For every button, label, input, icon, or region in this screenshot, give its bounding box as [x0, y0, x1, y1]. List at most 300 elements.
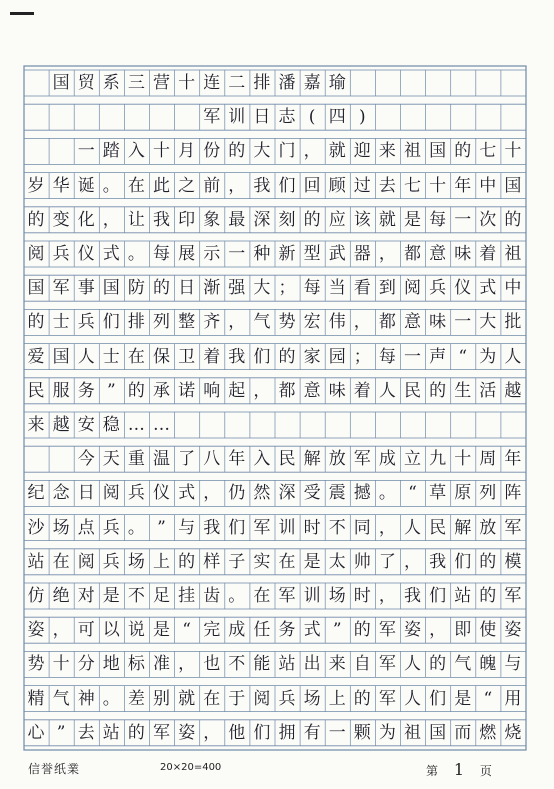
text-char: ， — [378, 586, 396, 606]
text-char: 的 — [429, 380, 447, 401]
text-char: 迎 — [353, 141, 371, 162]
text-char: 此 — [153, 175, 170, 196]
text-char: 上 — [328, 688, 346, 709]
text-char: “ — [182, 620, 191, 641]
text-char: 每 — [378, 346, 396, 367]
text-char: 用 — [504, 688, 522, 709]
text-char: “ — [458, 346, 468, 367]
text-char: 都 — [278, 380, 296, 401]
text-char: 的 — [353, 688, 371, 709]
text-char: 为 — [378, 722, 396, 743]
text-char: 祖 — [404, 722, 421, 743]
text-char: 魄 — [479, 654, 497, 675]
text-char: 安 — [77, 415, 95, 435]
text-char: 的 — [127, 380, 145, 401]
text-char: 四 — [328, 107, 346, 128]
text-char: 兵 — [102, 517, 120, 538]
text-char: 刻 — [278, 209, 296, 230]
text-char: 我 — [228, 346, 246, 367]
text-char: 十 — [429, 175, 447, 196]
text-char: 有 — [303, 722, 321, 743]
text-char: 与 — [178, 517, 196, 538]
text-char: 诞 — [77, 175, 95, 196]
text-char: 就 — [178, 688, 196, 709]
text-char: 军 — [52, 278, 70, 299]
text-char: 不 — [228, 654, 246, 675]
text-char: 原 — [454, 483, 472, 504]
text-char: 时 — [303, 517, 321, 538]
text-char: 民 — [404, 380, 421, 401]
text-char: 了 — [378, 551, 396, 572]
text-char: 我 — [153, 209, 170, 230]
text-char: 一 — [454, 209, 472, 230]
text-char: 场 — [52, 517, 70, 538]
text-char: 该 — [353, 209, 371, 230]
text-char: 以 — [102, 620, 120, 641]
text-char: ” — [56, 722, 66, 743]
text-char: 十 — [454, 449, 472, 470]
text-char: 十 — [153, 141, 170, 162]
text-char: ， — [303, 141, 321, 162]
text-char: 的 — [479, 551, 497, 572]
text-char: 我 — [203, 517, 221, 538]
text-char: 放 — [479, 517, 497, 538]
text-char: 自 — [353, 654, 371, 675]
text-char: 神 — [77, 688, 95, 709]
text-char: 挂 — [178, 586, 196, 606]
text-char: 民 — [429, 517, 447, 538]
text-char: 阵 — [504, 483, 522, 504]
text-char: 在 — [203, 688, 221, 709]
text-char: ( — [308, 107, 316, 128]
text-char: 九 — [429, 449, 447, 470]
text-char: 种 — [253, 244, 271, 264]
text-char: 国 — [504, 175, 522, 196]
text-char: 日 — [253, 107, 271, 128]
text-char: 越 — [504, 380, 522, 401]
text-char: 势 — [278, 312, 296, 333]
text-char: 式 — [479, 278, 497, 299]
text-char: 生 — [454, 380, 472, 401]
text-char: 响 — [203, 380, 221, 401]
text-char: 颗 — [353, 722, 371, 743]
text-char: 。 — [228, 586, 246, 606]
text-char: 军 — [153, 722, 170, 743]
text-char: 家 — [303, 346, 321, 367]
text-char: 每 — [429, 209, 447, 230]
text-char: 齐 — [203, 312, 221, 333]
text-char: 份 — [203, 141, 221, 162]
page-suffix: 页 — [479, 764, 492, 778]
text-char: 齿 — [203, 586, 221, 606]
text-char: 国 — [52, 73, 70, 93]
text-char: ； — [278, 278, 296, 299]
text-char: 周 — [479, 449, 497, 470]
text-char: 然 — [253, 483, 271, 504]
text-char: 意 — [404, 312, 421, 333]
text-char: 完 — [203, 620, 221, 641]
text-char: 他 — [228, 722, 246, 743]
text-char: 也 — [203, 654, 221, 675]
text-char: 示 — [203, 244, 221, 264]
text-char: 训 — [303, 586, 321, 606]
grid-frame — [24, 66, 526, 750]
text-char: ， — [253, 380, 271, 401]
text-char: 的 — [429, 654, 447, 675]
text-char: ， — [52, 620, 70, 641]
text-char: 帅 — [353, 551, 371, 572]
text-char: 分 — [77, 654, 95, 675]
text-char: 人 — [504, 346, 522, 367]
text-char: 一 — [454, 312, 472, 333]
text-char: 十 — [178, 73, 196, 93]
text-char: 样 — [203, 551, 221, 572]
text-char: 味 — [429, 312, 447, 333]
text-char: 就 — [328, 141, 346, 162]
text-char: 在 — [278, 551, 296, 572]
text-char: 去 — [77, 722, 95, 743]
text-char: 而 — [454, 722, 472, 743]
text-char: 次 — [479, 209, 497, 230]
text-char: 最 — [228, 209, 246, 230]
text-char: 应 — [328, 209, 346, 230]
text-char: 们 — [429, 586, 447, 606]
text-char: ) — [358, 107, 366, 128]
text-char: 们 — [102, 312, 120, 333]
text-char: 是 — [404, 209, 421, 230]
text-char: ， — [228, 175, 246, 196]
text-char: 实 — [253, 551, 271, 572]
text-char: 精 — [27, 688, 45, 709]
text-char: 十 — [504, 141, 522, 162]
text-char: 新 — [278, 244, 296, 264]
text-char: 的 — [27, 209, 45, 230]
text-char: 越 — [52, 415, 70, 435]
text-char: 起 — [228, 380, 246, 401]
text-char: 列 — [153, 312, 170, 333]
text-char: 姿 — [404, 620, 421, 641]
text-char: 承 — [153, 380, 170, 401]
text-char: 训 — [228, 107, 246, 128]
text-char: 士 — [102, 346, 120, 367]
paper-brand: 信誉纸業 — [28, 762, 81, 776]
text-char: 三 — [127, 73, 145, 93]
text-char: 场 — [127, 551, 145, 572]
text-char: 。 — [378, 483, 396, 504]
text-char: 是 — [153, 620, 170, 641]
text-char: 瑜 — [328, 73, 346, 93]
text-char: 的 — [153, 278, 170, 299]
text-char: 务 — [77, 380, 95, 401]
text-char: 不 — [328, 517, 346, 538]
text-char: 势 — [27, 654, 45, 675]
text-char: 排 — [253, 73, 271, 93]
text-char: 每 — [153, 244, 170, 264]
text-char: 姿 — [504, 620, 522, 641]
text-char: 立 — [404, 449, 421, 470]
text-char: 华 — [52, 175, 70, 196]
text-char: 军 — [504, 517, 522, 538]
text-char: 军 — [203, 107, 221, 128]
text-char: 国 — [52, 346, 70, 367]
text-char: 化 — [77, 209, 95, 230]
text-char: ， — [429, 620, 447, 641]
text-char: 入 — [127, 141, 145, 162]
text-char: 嘉 — [303, 73, 321, 93]
text-char: 仍 — [228, 483, 246, 504]
text-char: 志 — [278, 107, 296, 128]
text-char: 国 — [429, 722, 447, 743]
text-char: 年 — [454, 175, 472, 196]
text-char: 军 — [253, 517, 271, 538]
text-char: 为 — [479, 346, 497, 367]
text-char: 。 — [127, 244, 145, 264]
text-char: 事 — [77, 278, 95, 299]
text-char: 点 — [77, 517, 95, 538]
text-char: 阅 — [404, 278, 421, 299]
text-char: 八 — [203, 449, 221, 470]
text-char: 阅 — [253, 688, 271, 709]
text-char: 地 — [102, 654, 120, 675]
text-char: 们 — [228, 517, 246, 538]
text-char: 。 — [102, 688, 120, 709]
text-char: 气 — [52, 688, 70, 709]
text-char: 象 — [203, 209, 221, 230]
text-char: 我 — [429, 551, 447, 572]
text-char: ， — [102, 209, 120, 230]
text-char: 排 — [127, 312, 145, 333]
text-char: 兵 — [127, 483, 145, 504]
text-char: 的 — [504, 209, 522, 230]
text-char: 兵 — [102, 551, 120, 572]
text-char: 服 — [52, 380, 70, 401]
text-char: 仪 — [454, 278, 472, 299]
text-char: 人 — [378, 380, 396, 401]
text-char: 站 — [278, 654, 296, 675]
text-char: 是 — [102, 586, 120, 606]
text-char: ” — [332, 620, 342, 641]
page-prefix: 第 — [426, 764, 439, 778]
text-char: 过 — [353, 175, 371, 196]
text-char: 月 — [178, 141, 196, 162]
text-char: 展 — [178, 244, 196, 264]
text-char: 说 — [127, 620, 145, 641]
text-char: 人 — [404, 688, 421, 709]
text-char: 在 — [127, 346, 145, 367]
text-char: 伟 — [328, 312, 346, 333]
text-char: 国 — [102, 278, 120, 299]
text-char: 拥 — [278, 722, 296, 743]
text-char: 今 — [77, 449, 95, 470]
text-char: 入 — [253, 449, 271, 470]
text-char: 军 — [353, 449, 371, 470]
text-char: 顾 — [328, 175, 346, 196]
text-char: 国 — [27, 278, 45, 299]
text-char: 准 — [153, 654, 170, 675]
text-char: 日 — [178, 278, 196, 299]
text-char: ， — [203, 483, 221, 504]
text-char: 们 — [253, 722, 271, 743]
text-char: 着 — [203, 346, 221, 367]
text-char: 系 — [102, 73, 120, 93]
text-char: 园 — [328, 346, 346, 367]
text-char: 来 — [328, 654, 346, 675]
text-char: 在 — [127, 175, 145, 196]
text-char: 们 — [278, 175, 296, 196]
text-char: 武 — [328, 244, 346, 264]
text-char: 念 — [52, 483, 70, 504]
text-char: 意 — [303, 380, 321, 401]
text-char: 的 — [353, 620, 371, 641]
text-char: 成 — [228, 620, 246, 641]
text-char: … — [153, 415, 170, 435]
text-char: 军 — [378, 620, 396, 641]
text-char: 意 — [429, 244, 447, 264]
text-char: … — [127, 415, 145, 435]
text-char: ； — [353, 346, 371, 367]
text-char: 让 — [127, 209, 145, 230]
text-char: 燃 — [479, 722, 497, 743]
text-char: 宏 — [303, 312, 321, 333]
text-char: 足 — [153, 586, 170, 606]
text-char: 潘 — [278, 73, 296, 93]
text-char: 器 — [353, 244, 371, 264]
text-char: 与 — [504, 654, 522, 675]
text-char: 放 — [328, 449, 346, 470]
text-char: 大 — [479, 312, 497, 333]
text-char: 阅 — [27, 244, 45, 264]
text-char: 别 — [153, 688, 170, 709]
text-char: 阅 — [77, 551, 95, 572]
grid-spec: 20×20=400 — [160, 762, 222, 773]
text-char: ， — [378, 244, 396, 264]
text-char: 们 — [253, 346, 271, 367]
text-char: 七 — [404, 175, 421, 196]
text-char: 。 — [102, 175, 120, 196]
text-char: 防 — [127, 278, 145, 299]
text-char: 保 — [153, 346, 170, 367]
text-char: 们 — [454, 551, 472, 572]
text-char: 太 — [328, 551, 346, 572]
text-char: 的 — [127, 722, 145, 743]
text-char: ， — [178, 654, 196, 675]
text-char: 重 — [127, 449, 145, 470]
text-char: 民 — [278, 449, 296, 470]
text-char: 卫 — [178, 346, 196, 367]
text-char: 标 — [127, 654, 145, 675]
text-char: 我 — [253, 175, 271, 196]
text-char: 姿 — [27, 620, 45, 641]
text-char: 祖 — [504, 244, 522, 264]
text-char: 使 — [479, 620, 497, 641]
text-char: 贸 — [77, 73, 95, 93]
text-char: 当 — [328, 278, 346, 299]
text-char: “ — [408, 483, 417, 504]
text-char: 解 — [303, 449, 321, 470]
text-char: 场 — [303, 688, 321, 709]
text-char: ， — [378, 517, 396, 538]
text-char: 二 — [228, 73, 246, 93]
text-char: ， — [353, 312, 371, 333]
text-char: 营 — [153, 73, 170, 93]
text-char: 稳 — [102, 415, 120, 435]
text-char: 年 — [228, 449, 246, 470]
text-char: 强 — [228, 278, 246, 299]
text-char: 人 — [77, 346, 95, 367]
text-char: 回 — [303, 175, 321, 196]
text-char: 务 — [278, 620, 296, 641]
text-char: 的 — [479, 586, 497, 606]
text-char: 声 — [429, 346, 447, 367]
text-char: 天 — [102, 449, 120, 470]
text-char: 心 — [27, 722, 45, 743]
text-char: 就 — [378, 209, 396, 230]
text-char: 站 — [27, 551, 45, 572]
text-char: 式 — [303, 620, 321, 641]
text-char: 人 — [404, 517, 421, 538]
text-char: 是 — [303, 551, 321, 572]
text-char: 气 — [253, 312, 271, 333]
text-char: 姿 — [178, 722, 196, 743]
text-char: 深 — [278, 483, 296, 504]
text-char: 诺 — [178, 380, 196, 401]
text-char: 绝 — [52, 586, 70, 606]
text-char: ， — [203, 722, 221, 743]
text-char: 受 — [303, 483, 321, 504]
text-char: 着 — [353, 380, 371, 401]
text-char: 是 — [454, 688, 472, 709]
text-char: “ — [483, 688, 493, 709]
text-char: 式 — [102, 244, 120, 264]
text-char: 每 — [303, 278, 321, 299]
text-char: 门 — [278, 141, 296, 162]
text-char: ” — [106, 380, 116, 401]
text-char: 一 — [328, 722, 346, 743]
text-char: 撼 — [353, 483, 371, 504]
page-number: 1 — [453, 760, 465, 779]
text-char: 气 — [454, 654, 472, 675]
text-char: 整 — [178, 312, 196, 333]
text-char: 深 — [253, 209, 271, 230]
text-char: 大 — [253, 278, 271, 299]
text-char: 味 — [328, 380, 346, 401]
text-char: 批 — [504, 312, 522, 333]
text-char: 训 — [278, 517, 296, 538]
text-char: 仪 — [77, 244, 95, 264]
text-char: 兵 — [278, 688, 296, 709]
text-char: ， — [404, 551, 421, 572]
text-char: 的 — [278, 346, 296, 367]
text-char: 到 — [378, 278, 396, 299]
text-char: 中 — [479, 175, 497, 196]
text-char: 解 — [454, 517, 472, 538]
text-char: ， — [228, 312, 246, 333]
text-char: 上 — [153, 551, 170, 572]
text-char: 差 — [127, 688, 145, 709]
text-char: 一 — [77, 141, 95, 162]
text-char: 子 — [228, 551, 246, 572]
text-char: 在 — [52, 551, 70, 572]
text-char: 士 — [52, 312, 70, 333]
text-char: 站 — [454, 586, 472, 606]
text-char: 的 — [228, 141, 246, 162]
text-char: 们 — [429, 688, 447, 709]
text-char: 时 — [353, 586, 371, 606]
text-char: 式 — [178, 483, 196, 504]
text-char: 活 — [479, 380, 497, 401]
text-char: 可 — [77, 620, 95, 641]
text-char: 仿 — [27, 586, 45, 606]
